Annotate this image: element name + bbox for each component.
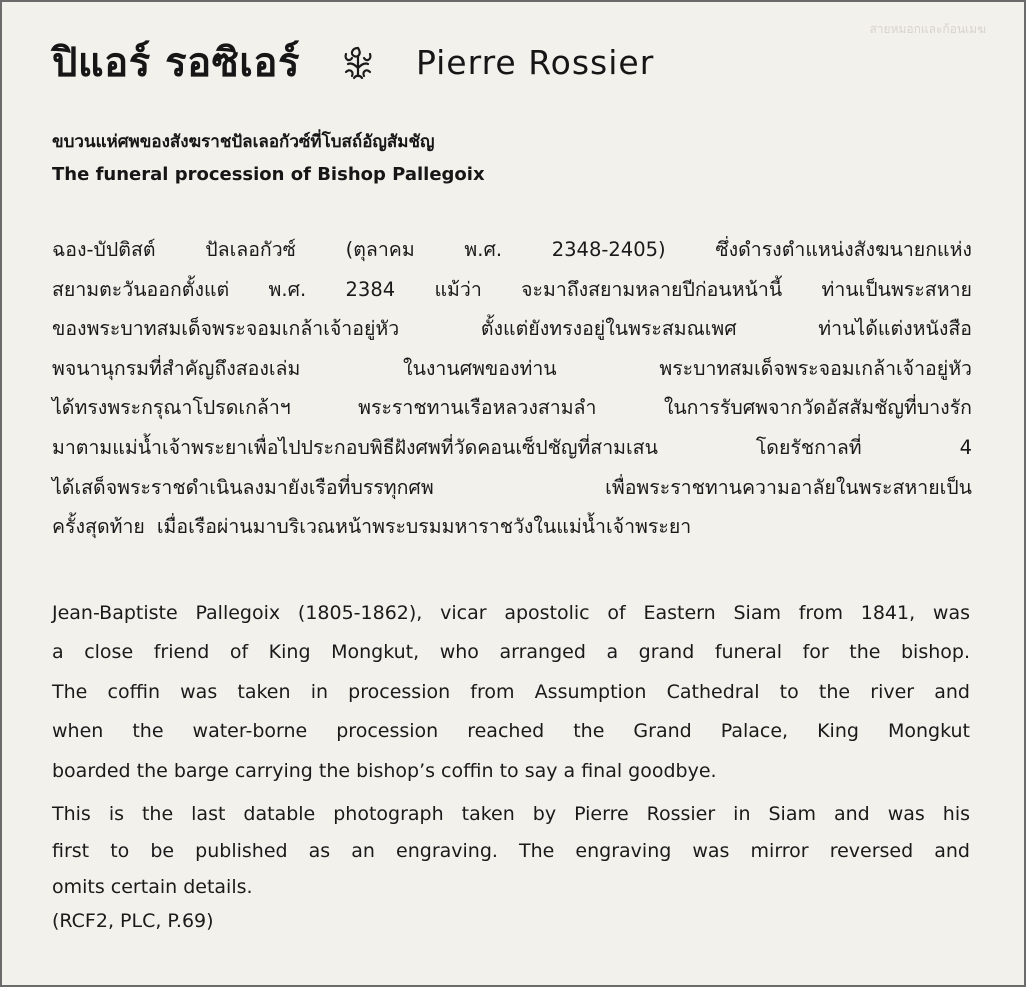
thai-paragraph-line: พจนานุกรมที่สำคัญถึงสองเล่ม ในงานศพของท่าน พระบาทสมเด็จพระจอมเกล้าเจ้าอยู่หัว: [52, 356, 972, 380]
english-paragraph-line: omits certain details.: [52, 876, 253, 898]
thai-paragraph-line: ได้ทรงพระกรุณาโปรดเกล้าฯ พระราชทานเรือหลวงสามลำ ในการรับศพจากวัดอัสสัมชัญที่บางรัก: [52, 396, 972, 420]
english-paragraph-1: [52, 594, 970, 791]
english-paragraph-line: first to be published as an engraving. The engraving was mirror reversed and: [52, 839, 970, 862]
english-paragraph-line: a close friend of King Mongkut, who arranged a grand funeral for the bishop.: [52, 641, 970, 664]
subtitle-english: The funeral procession of Bishop Pallegoix: [52, 164, 485, 185]
botanical-ornament-icon: [338, 42, 378, 82]
thai-paragraph-line: ฉอง-บัปติสต์ ปัลเลอกัวซ์ (ตุลาคม พ.ศ. 2348-2405) ซึ่งดำรงตำแหน่งสังฆนายกแห่ง: [52, 238, 972, 261]
english-paragraph-line: The coffin was taken in procession from Assumption Cathedral to the river and: [52, 680, 970, 703]
english-paragraph-line: when the water-borne procession reached the Grand Palace, King Mongkut: [52, 720, 970, 743]
thai-paragraph-line: ครั้งสุดท้าย เมื่อเรือผ่านมาบริเวณหน้าพระบรมมหาราชวังในแม่น้ำเจ้าพระยา: [52, 515, 692, 539]
english-paragraph-2: [52, 796, 970, 906]
title-latin: Pierre Rossier: [415, 42, 655, 82]
title-row: [52, 30, 654, 94]
watermark: สายหมอกและก้อนเมฆ: [869, 22, 986, 36]
english-paragraph-line: Jean-Baptiste Pallegoix (1805-1862), vicar apostolic of Eastern Siam from 1841, was: [52, 602, 970, 624]
title-thai: ปิแอร์ รอซิเอร์: [52, 40, 300, 86]
thai-paragraph-line: ของพระบาทสมเด็จพระจอมเกล้าเจ้าอยู่หัว ตั้งแต่ยังทรงอยู่ในพระสมณเพศ ท่านได้แต่งหนังสือ: [52, 317, 972, 341]
thai-paragraph-line: สยามตะวันออกตั้งแต่ พ.ศ. 2384 แม้ว่า จะมาถึงสยามหลายปีก่อนหน้านี้ ท่านเป็นพระสหาย: [52, 277, 972, 301]
english-paragraph-line: This is the last datable photograph taken by Pierre Rossier in Siam and was his: [52, 803, 970, 825]
reference-citation: (RCF2, PLC, P.69): [52, 910, 214, 932]
english-paragraph-line: boarded the barge carrying the bishop’s coffin to say a final goodbye.: [52, 759, 717, 782]
thai-paragraph: [52, 230, 972, 547]
thai-paragraph-line: มาตามแม่น้ำเจ้าพระยาเพื่อไปประกอบพิธีฝังศพที่วัดคอนเซ็ปชัญที่สามเสน โดยรัชกาลที่ 4: [52, 435, 972, 459]
subtitle-thai: ขบวนแห่ศพของสังฆราชปัลเลอกัวซ์ที่โบสถ์อัญสัมชัญ: [52, 132, 435, 152]
thai-paragraph-line: ได้เสด็จพระราชดำเนินลงมายังเรือที่บรรทุกศพ เพื่อพระราชทานความอาลัยในพระสหายเป็น: [52, 475, 972, 499]
